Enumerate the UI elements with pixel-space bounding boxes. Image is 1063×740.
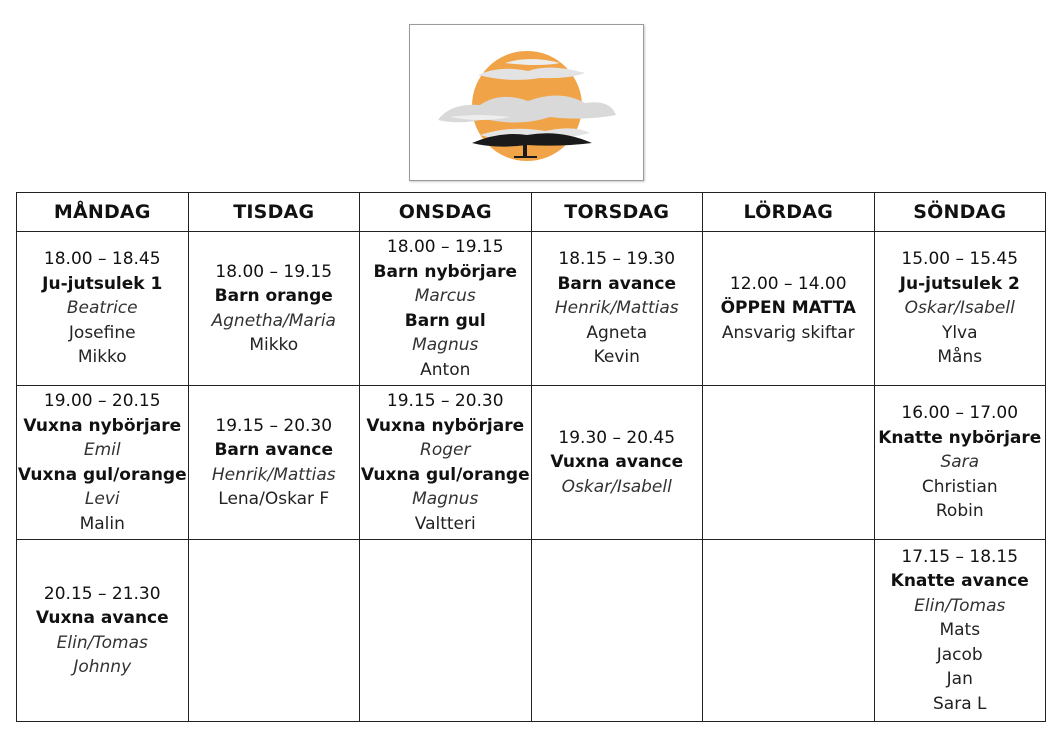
session-cell-thursday (531, 232, 703, 386)
instructor-name: Elin/Tomas (914, 595, 1006, 616)
session-note: Ansvarig skiftar (721, 322, 855, 343)
assistant-name: Sara L (933, 693, 987, 714)
day-header-row (17, 193, 1046, 232)
class-name: Vuxna nybörjare (366, 415, 525, 436)
instructor-name: Levi (84, 489, 120, 509)
session-cell-saturday (703, 540, 875, 722)
instructor-name: Magnus (412, 335, 479, 355)
class-name: Vuxna gul/orange (360, 464, 530, 485)
session-time: 18.00 – 18.45 (43, 249, 161, 270)
class-name: Vuxna avance (550, 452, 684, 473)
session-cell-thursday (531, 386, 703, 540)
class-name: Ju-jutsulek 2 (899, 273, 1020, 294)
day-header-saturday: LÖRDAG (703, 193, 875, 232)
assistant-name: Jacob (936, 644, 983, 665)
assistant-name: Robin (935, 501, 984, 522)
schedule-row (17, 540, 1046, 722)
schedule-row (17, 232, 1046, 386)
session-time: 18.00 – 19.15 (386, 237, 504, 257)
day-header-thursday: TORSDAG (531, 193, 703, 232)
instructor-name: Henrik/Mattias (554, 298, 679, 319)
session-cell-tuesday (188, 232, 360, 386)
session-time: 12.00 – 14.00 (729, 273, 847, 294)
instructor-name: Marcus (414, 286, 476, 306)
assistant-name: Ylva (941, 322, 978, 343)
session-time: 16.00 – 17.00 (901, 403, 1019, 424)
assistant-name: Josefine (68, 322, 136, 343)
session-cell-saturday (703, 232, 875, 386)
class-name: Knatte nybörjare (878, 427, 1042, 448)
assistant-name: Agneta (586, 322, 648, 343)
assistant-name: Måns (937, 347, 983, 368)
session-time: 19.00 – 20.15 (43, 391, 161, 411)
session-cell-wednesday (360, 232, 532, 386)
day-header-tuesday: TISDAG (188, 193, 360, 232)
instructor-name: Roger (420, 440, 471, 460)
session-cell-sunday (874, 232, 1046, 386)
session-cell-saturday (703, 386, 875, 540)
class-name: ÖPPEN MATTA (720, 298, 856, 319)
session-time: 18.15 – 19.30 (558, 249, 676, 270)
session-cell-sunday (874, 540, 1046, 722)
assistant-name: Christian (921, 476, 998, 497)
assistant-name: Mikko (249, 335, 299, 355)
instructor-name: Johnny (73, 657, 132, 677)
class-name: Barn nybörjare (373, 261, 517, 282)
schedule-row (17, 386, 1046, 540)
session-cell-thursday (531, 540, 703, 722)
instructor-name: Agnetha/Maria (211, 310, 336, 331)
class-name: Ju-jutsulek 1 (42, 273, 163, 294)
day-header-wednesday: ONSDAG (360, 193, 532, 232)
assistant-name: Valtteri (414, 513, 476, 534)
club-logo (409, 24, 644, 181)
assistant-name: Anton (420, 359, 471, 380)
session-time: 20.15 – 21.30 (43, 583, 161, 604)
session-time: 17.15 – 18.15 (901, 546, 1019, 567)
day-header-monday: MÅNDAG (17, 193, 189, 232)
class-name: Barn avance (214, 440, 334, 460)
session-cell-monday (17, 232, 189, 386)
instructor-name: Henrik/Mattias (211, 464, 336, 485)
assistant-name: Mats (939, 620, 981, 641)
class-name: Vuxna nybörjare (23, 415, 182, 436)
assistant-name: Kevin (593, 347, 640, 368)
class-name: Knatte avance (890, 571, 1029, 592)
assistant-name: Jan (946, 669, 973, 690)
instructor-name: Sara (940, 452, 980, 473)
assistant-name: Malin (79, 513, 125, 534)
session-cell-wednesday (360, 540, 532, 722)
day-header-sunday: SÖNDAG (874, 193, 1046, 232)
session-time: 15.00 – 15.45 (901, 249, 1019, 270)
instructor-name: Oskar/Isabell (904, 298, 1015, 319)
session-cell-wednesday (360, 386, 532, 540)
instructor-name: Oskar/Isabell (561, 476, 672, 497)
session-time: 19.30 – 20.45 (558, 427, 676, 448)
assistant-name: Mikko (77, 347, 127, 368)
session-time: 19.15 – 20.30 (386, 391, 504, 411)
class-name: Vuxna gul/orange (17, 464, 187, 485)
session-time: 19.15 – 20.30 (215, 415, 333, 436)
assistant-name: Lena/Oskar F (218, 489, 330, 509)
class-name: Vuxna avance (35, 608, 169, 628)
weekly-training-schedule (16, 192, 1046, 722)
session-cell-tuesday (188, 540, 360, 722)
instructor-name: Beatrice (66, 298, 138, 319)
session-cell-monday (17, 386, 189, 540)
instructor-name: Emil (83, 440, 121, 460)
session-cell-tuesday (188, 386, 360, 540)
session-time: 18.00 – 19.15 (215, 261, 333, 282)
session-cell-sunday (874, 386, 1046, 540)
session-cell-monday (17, 540, 189, 722)
class-name: Barn gul (404, 310, 486, 331)
sunset-tree-logo-icon (410, 25, 643, 180)
class-name: Barn avance (557, 273, 677, 294)
instructor-name: Elin/Tomas (56, 632, 148, 653)
class-name: Barn orange (214, 286, 333, 306)
instructor-name: Magnus (412, 489, 479, 509)
